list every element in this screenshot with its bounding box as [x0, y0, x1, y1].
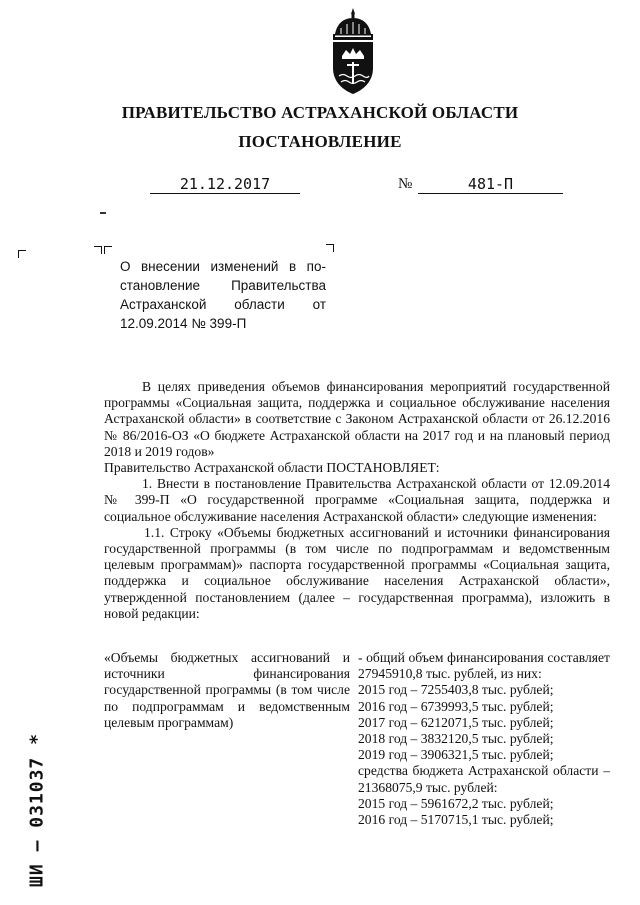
table-left-cell: «Объемы бюджетных ассигнований и источники финансирования государственной программы (в том числе по подпрограммам и ведомственным целевым программам)	[104, 650, 350, 730]
year-budget-line: 2015 год – 5961672,2 тыс. рублей;	[358, 795, 554, 811]
document-type-title: ПОСТАНОВЛЕНИЕ	[238, 132, 402, 151]
year-total-line: 2016 год – 6739993,5 тыс. рублей;	[358, 698, 554, 714]
year-total-line: 2018 год – 3832120,5 тыс. рублей;	[358, 731, 554, 747]
subject-line: становление Правительства	[120, 278, 326, 293]
table-right-column	[358, 650, 610, 828]
form-serial-stamp	[22, 720, 52, 900]
corner-bracket-right	[326, 244, 334, 252]
corner-bracket-left-b	[104, 246, 112, 254]
subject-line: 12.09.2014 № 399-П	[120, 316, 247, 331]
organization-title: ПРАВИТЕЛЬСТВО АСТРАХАНСКОЙ ОБЛАСТИ	[121, 103, 519, 122]
coat-of-arms-emblem	[327, 6, 379, 98]
number-sign: №	[398, 176, 413, 192]
document-date: 21.12.2017	[150, 175, 300, 194]
item-1-1-paragraph: 1.1. Строку «Объемы бюджетных ассигнований и источники финансирования государственной программы (в том числе по подпрограммам и ведомственным целевым программам)» паспорта государственной программы «Социальная защита, поддержка и социальное обслуживание населения Астраханской области», утвержденной постановлением (далее – государственная программа), изложить в новой редакции:	[104, 524, 610, 621]
year-total-line: 2017 год – 6212071,5 тыс. рублей;	[358, 714, 554, 730]
corner-bracket-left-outer	[18, 250, 26, 258]
regional-budget-intro: средства бюджета Астраханской области – 21368075,9 тыс. рублей:	[358, 763, 610, 795]
year-total-line: 2015 год – 7255403,8 тыс. рублей;	[358, 682, 554, 698]
document-number: 481-П	[418, 175, 563, 194]
scan-mark	[100, 212, 106, 214]
form-serial-number: ШИ – 031037 *	[26, 733, 48, 887]
year-total-line: 2019 год – 3906321,5 тыс. рублей;	[358, 747, 554, 763]
total-financing-intro: - общий объем финансирования составляет 27945910,8 тыс. рублей, из них:	[358, 650, 610, 682]
subject-line: Астраханской области от	[120, 297, 326, 312]
document-body	[104, 379, 610, 622]
corner-bracket-left-a	[94, 246, 102, 254]
item-1-paragraph: 1. Внести в постановление Правительства Астраханской области от 12.09.2014 № 399-П «О государственной программе «Социальная защита, поддержка и социальное обслуживание населения Астраханской области» следующие изменения:	[104, 476, 610, 524]
document-subject	[120, 257, 326, 333]
decree-line: Правительство Астраханской области ПОСТАНОВЛЯЕТ:	[104, 460, 440, 476]
preamble-paragraph: В целях приведения объемов финансирования мероприятий государственной программы «Социальная защита, поддержка и социальное обслуживание населения Астраханской области» в соответствие с Законом Астраханской области от 26.12.2016 № 86/2016-ОЗ «О бюджете Астраханской области на 2017 год и на плановый период 2018 и 2019 годов»	[104, 379, 610, 459]
year-budget-line: 2016 год – 5170715,1 тыс. рублей;	[358, 812, 554, 828]
subject-line: О внесении изменений в по-	[120, 259, 326, 274]
table-left-column	[104, 650, 350, 731]
